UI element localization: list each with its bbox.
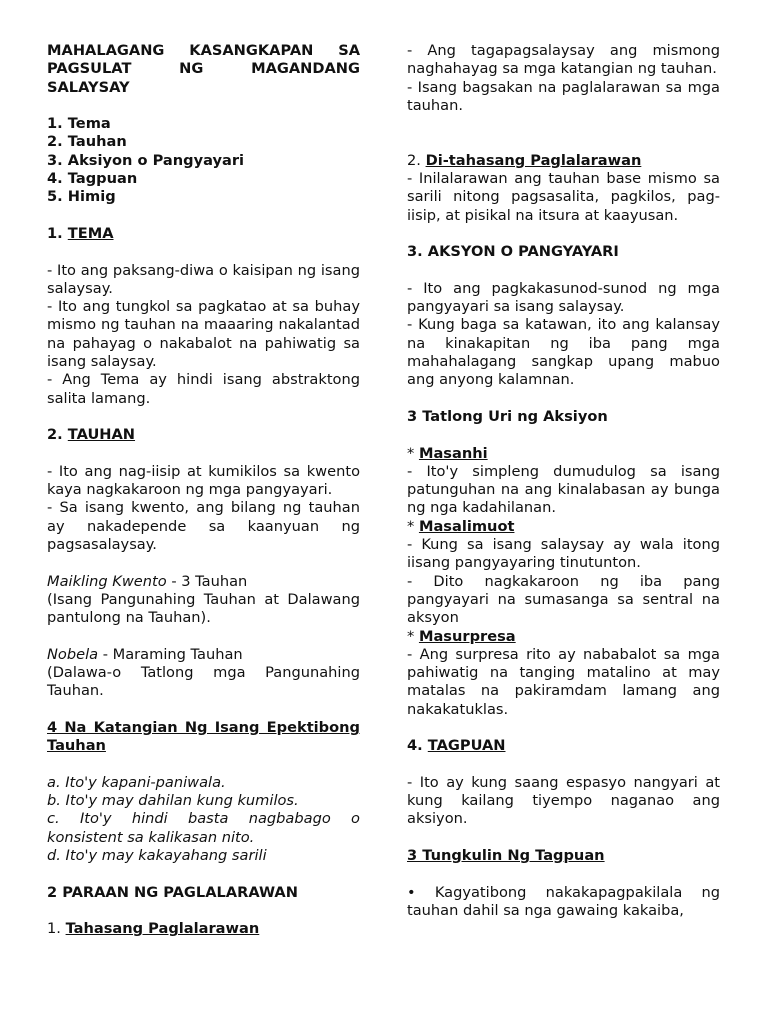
tungkulin-paragraph: • Kagyatibong nakakapagpakilala ng tauhan dahil sa nga gawaing kakaiba,	[407, 883, 720, 919]
tauhan-paragraph-1: - Ito ang nag-iisip at kumikilos sa kwento kaya nagkakaroon ng mga pangyayari.	[47, 462, 360, 499]
list-item-tagpuan: 4. Tagpuan	[47, 170, 138, 188]
tema-paragraph-3: - Ang Tema ay hindi isang abstraktong salita lamang.	[47, 371, 360, 407]
nobela-description: (Dalawa-o Tatlong mga Pangunahing Tauhan.	[47, 664, 360, 700]
masurpresa-paragraph: - Ang surpresa rito ay nababalot sa mga pahiwatig na tanging matalino at may matalas na pakiramdam lamang ang nakakatuklas.	[407, 645, 720, 718]
di-tahasang-heading: 2. Di-tahasang Paglalarawan	[407, 151, 642, 169]
tauhan-paragraph-2: - Sa isang kwento, ang bilang ng tauhan ay nakadepende sa kaanyuan ng pagsasalaysay.	[47, 499, 360, 554]
right-column	[407, 42, 720, 920]
masalimuot-paragraph-2: - Dito nagkakaroon ng iba pang pangyayari na sumasanga sa sentral na aksyon	[407, 572, 720, 627]
nobela-line: Nobela - Maraming Tauhan	[47, 645, 243, 663]
tema-paragraph-2: - Ito ang tungkol sa pagkatao at sa buhay mismo ng tauhan na maaaring nakalantad na pahayag o nakabalot na pahiwatig sa isang salaysay.	[47, 298, 360, 371]
tema-paragraph-1: - Ito ang paksang-diwa o kaisipan ng isang salaysay.	[47, 261, 360, 297]
tauhan-heading: 2. TAUHAN	[47, 426, 136, 444]
list-item-tauhan: 2. Tauhan	[47, 133, 127, 151]
tahasang-paragraph-1: - Ang tagapagsalaysay ang mismong naghahayag sa mga katangian ng tauhan.	[407, 42, 720, 78]
katangian-item-a: a. Ito'y kapani-paniwala.	[47, 773, 226, 791]
main-title-line-3: SALAYSAY	[47, 78, 130, 96]
tagpuan-paragraph: - Ito ay kung saang espasyo nangyari at kung kailang tiyempo naganao ang aksiyon.	[407, 773, 720, 828]
katangian-heading: 4 Na Katangian Ng Isang Epektibong Tauhan	[47, 718, 360, 755]
list-item-aksiyon: 3. Aksiyon o Pangyayari	[47, 151, 245, 169]
katangian-item-d: d. Ito'y may kakayahang sarili	[47, 847, 267, 865]
masurpresa-heading: * Masurpresa	[407, 627, 516, 645]
katangian-item-c: c. Ito'y hindi basta nagbabago o konsistent sa kalikasan nito.	[47, 810, 360, 846]
katangian-item-b: b. Ito'y may dahilan kung kumilos.	[47, 792, 299, 810]
tema-heading: 1. TEMA	[47, 224, 114, 242]
aksyon-heading: 3. AKSYON O PANGYAYARI	[407, 243, 619, 261]
tagpuan-heading: 4. TAGPUAN	[407, 737, 506, 755]
uri-aksiyon-heading: 3 Tatlong Uri ng Aksiyon	[407, 407, 608, 425]
masalimuot-paragraph-1: - Kung sa isang salaysay ay wala itong iisang pangyayaring tinutunton.	[407, 536, 720, 572]
list-item-himig: 5. Himig	[47, 188, 116, 206]
tahasang-paragraph-2: - Isang bagsakan na paglalarawan sa mga tauhan.	[407, 78, 720, 114]
aksyon-paragraph-2: - Kung baga sa katawan, ito ang kalansay na kinakapitan ng iba pang mga mahahalagang sangkap upang mabuo ang anyong kalamnan.	[407, 316, 720, 389]
tahasang-heading: 1. Tahasang Paglalarawan	[47, 920, 260, 938]
aksyon-paragraph-1: - Ito ang pagkakasunod-sunod ng mga pangyayari sa isang salaysay.	[407, 279, 720, 316]
maikling-kwento-description: (Isang Pangunahing Tauhan at Dalawang pantulong na Tauhan).	[47, 590, 360, 627]
left-column	[47, 42, 360, 939]
masalimuot-heading: * Masalimuot	[407, 517, 515, 535]
masanhi-heading: * Masanhi	[407, 444, 488, 462]
maikling-kwento-line: Maikling Kwento - 3 Tauhan	[47, 572, 248, 590]
masanhi-paragraph: - Ito'y simpleng dumudulog sa isang patunguhan na ang kinalabasan ay bunga ng nga kadahilanan.	[407, 462, 720, 517]
paraan-heading: 2 PARAAN NG PAGLALARAWAN	[47, 883, 298, 901]
tungkulin-heading: 3 Tungkulin Ng Tagpuan	[407, 847, 605, 865]
di-tahasang-paragraph: - Inilalarawan ang tauhan base mismo sa sarili nitong pagsasalita, pagkilos, pag-iisip, at pisikal na itsura at kaayusan.	[407, 170, 720, 224]
list-item-tema: 1. Tema	[47, 115, 111, 133]
main-title-line-1: MAHALAGANG KASANGKAPAN SA	[47, 42, 360, 59]
main-title-line-2: PAGSULAT NG MAGANDANG	[47, 60, 360, 78]
